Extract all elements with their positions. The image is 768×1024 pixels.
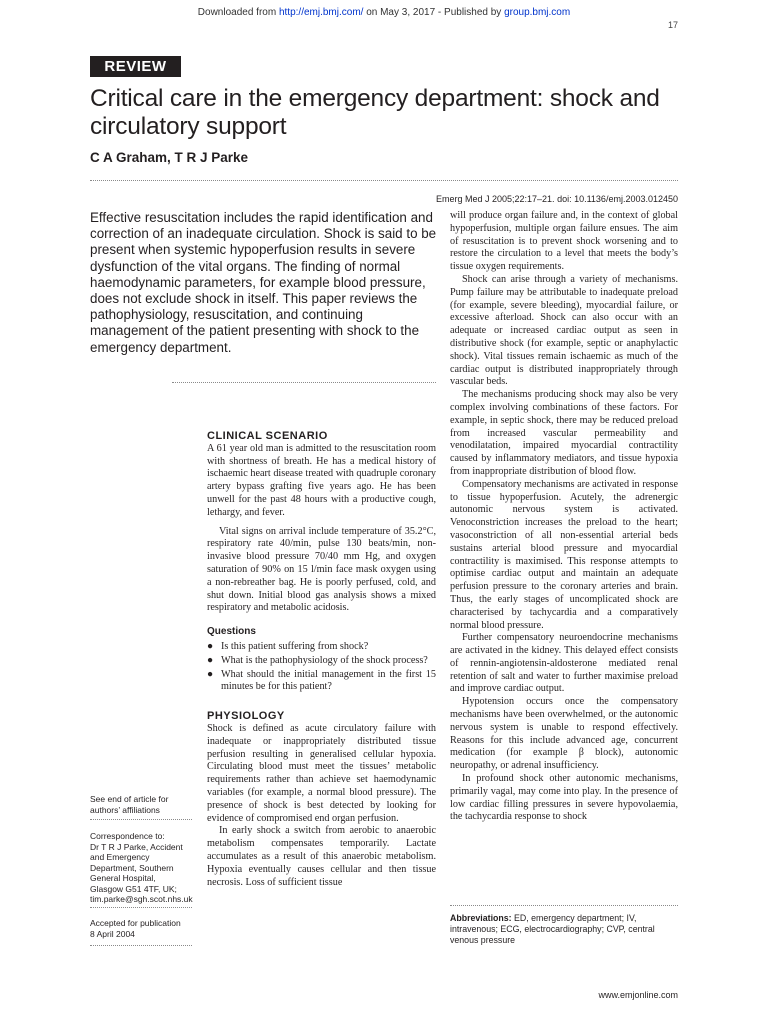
section-tag: REVIEW — [90, 56, 181, 77]
list-item: ● Is this patient suffering from shock? — [207, 640, 369, 652]
download-middle: on May 3, 2017 - Published by — [363, 7, 505, 18]
bullet-icon: ● — [207, 654, 214, 666]
list-item: ● What should the initial management in the first 15 minutes be for this patient? — [207, 668, 436, 693]
bullet-icon: ● — [207, 668, 214, 680]
body-paragraph: Shock can arise through a variety of mechanisms. Pump failure may be attributable to inadequate preload (for example, severe bleeding), myocardial failure, or excessive afterload. Shock can also occur with an adequate or increased cardiac output as seen in distributive shock (for example, septic or anaphylactic shock). Vital tissues remain ischaemic as much of the cardiac output is distributed inappropriately through vascular beds. — [450, 273, 678, 388]
article-title: Critical care in the emergency department: shock and circulatory support — [90, 85, 660, 140]
physiology-paragraph: In early shock a switch from aerobic to anaerobic metabolism compensates temporarily. Lactate accumulates as a result of this anaerobic metabolism. Hypoxia eventually causes cellular and then tissue necrosis. Loss of sufficient tissue — [207, 825, 436, 888]
abbreviations-divider — [450, 905, 678, 906]
correspondence-note: Correspondence to: Dr T R J Parke, Accident and Emergency Department, Southern General Hospital, Glasgow G51 4TF, UK; tim.parke@sgh.scot.nhs.uk — [90, 831, 193, 904]
article-authors: C A Graham, T R J Parke — [90, 150, 249, 165]
physiology-paragraph: Shock is defined as acute circulatory failure with inadequate or inappropriately distributed tissue perfusion resulting in generalised cellular hypoxia. Circulating blood must meet the tissues’ metabolic requirements rather than achieve set haemodynamic variables (for example, a normal blood pressure). The presence of shock is best detected by looking for evidence of compromised end organ perfusion. — [207, 722, 436, 824]
page-number: 17 — [667, 20, 678, 30]
abbreviations-box — [450, 913, 678, 946]
emj-link[interactable]: http://emj.bmj.com/ — [278, 7, 364, 18]
margin-divider — [90, 819, 192, 820]
body-paragraph: Hypotension occurs once the compensatory mechanisms have been overwhelmed, or the autonomic nervous system is unable to respond effectively. Reasons for this include advanced age, concurrent medication (for example β block), autonomic neuropathy, or adrenal insufficiency. — [450, 696, 678, 772]
list-item: ● What is the pathophysiology of the shock process? — [207, 654, 428, 666]
body-paragraph: will produce organ failure and, in the context of global hypoperfusion, multiple organ failure ensues. The aim of resuscitation is to prevent shock worsening and to restore the circulation to a level that meets the body’s tissue oxygen requirements. — [450, 210, 678, 273]
journal-url[interactable]: www.emjonline.com — [598, 990, 678, 1000]
affiliations-note: See end of article for authors’ affiliations — [90, 794, 169, 815]
body-paragraph: Further compensatory neuroendocrine mechanisms are activated in the kidney. This delayed effect consists of rennin-angiotensin-aldosterone mediated renal retention of salt and water to further maximise preload and improve cardiac output. — [450, 632, 678, 695]
citation: Emerg Med J 2005;22:17–21. doi: 10.1136/emj.2003.012450 — [435, 194, 678, 204]
download-prefix: Downloaded from — [197, 7, 279, 18]
questions-heading: Questions — [207, 626, 256, 638]
right-column — [450, 210, 678, 824]
header-divider — [90, 180, 678, 181]
margin-divider — [90, 945, 192, 946]
questions-list — [207, 641, 436, 694]
body-paragraph: Compensatory mechanisms are activated in response to tissue hypoperfusion. Acutely, the adrenergic autonomic nervous system is activated. Venoconstriction increases the preload to the heart; vasoconstriction of all non-essential arterial beds sustains arterial blood pressure and myocardial contractility is maximised. This response attempts to optimise cardiac output and maintain an adequate perfusion pressure to the coronary arteries and brain. Thus, the early stages of uncomplicated shock are characterised by tachycardia and a comparatively normal blood pressure. — [450, 478, 678, 631]
publisher-link[interactable]: group.bmj.com — [504, 7, 571, 18]
body-paragraph: In profound shock other autonomic mechanisms, primarily vagal, may come into play. In the presence of low cardiac filling pressures in severe hypovolaemia, the tachycardia response to shock — [450, 773, 678, 823]
bullet-icon: ● — [207, 640, 214, 652]
abbreviations-label: Abbreviations: — [450, 913, 512, 923]
physiology-heading: PHYSIOLOGY — [207, 710, 285, 723]
margin-divider — [90, 907, 192, 908]
body-paragraph: The mechanisms producing shock may also be very complex involving combinations of these factors. For example, in septic shock, there may be reduced preload from increased vascular permeability and venodilatation, impaired myocardial contractility caused by inflammatory mediators, and tissue hypoxia from inappropriate distribution of blood flow. — [450, 389, 678, 477]
clinical-paragraph: Vital signs on arrival include temperature of 35.2°C, respiratory rate 40/min, pulse 130 beats/min, non-invasive blood pressure 70/40 mm Hg, and oxygen saturation of 90% on 15 l/min face mask oxygen using a non-rebreather bag. He is poorly perfused, cold, and shut down. Initial blood gas analysis shows a mixed respiratory and metabolic acidosis. — [207, 525, 436, 614]
abbreviations-text: ED, emergency department; IV, intravenous; ECG, electrocardiography; CVP, central venous pressure — [450, 913, 655, 945]
accepted-note: Accepted for publication 8 April 2004 — [90, 918, 181, 939]
middle-column — [207, 430, 436, 889]
abstract: Effective resuscitation includes the rapid identification and correction of an inadequate circulation. Shock is said to be present when systemic hypoperfusion results in severe dysfunction of the vital organs. The finding of normal haemodynamic parameters, for example blood pressure, does not exclude shock in itself. This paper reviews the pathophysiology, resuscitation, and continuing management of the patient presenting with shock to the emergency department. — [90, 210, 437, 355]
clinical-paragraph: A 61 year old man is admitted to the resuscitation room with shortness of breath. He has a medical history of ischaemic heart disease treated with quadruple coronary artery bypass grafting five years ago. He has been unwell for the past 48 hours with a productive cough, lethargy, and fever. — [207, 442, 436, 518]
download-notice — [0, 7, 768, 18]
correspondence-label: Correspondence to: — [90, 831, 165, 841]
abstract-divider — [172, 382, 436, 383]
clinical-heading: CLINICAL SCENARIO — [207, 430, 328, 442]
correspondence-email[interactable]: tim.parke@sgh.scot.nhs.uk — [90, 894, 193, 904]
